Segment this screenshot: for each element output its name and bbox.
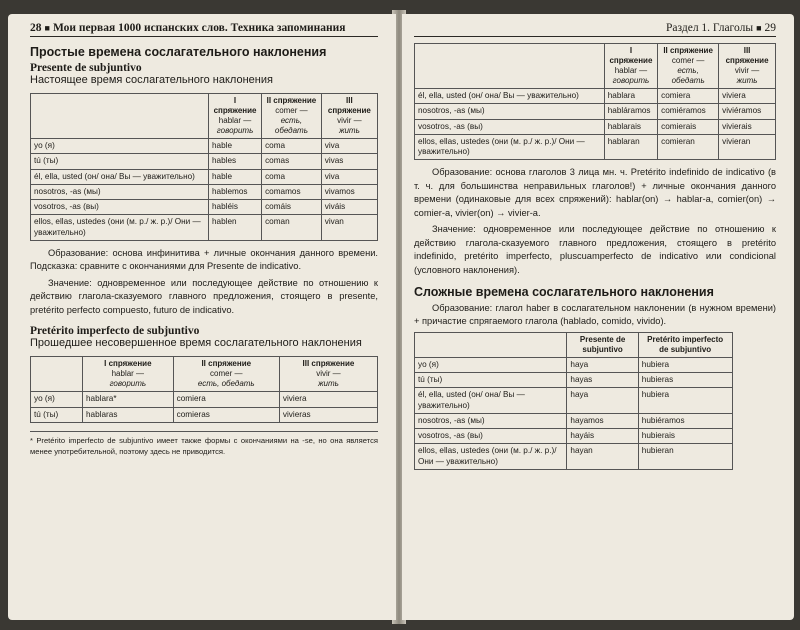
verb-form-cell: viviera xyxy=(719,89,776,104)
verb-form-cell: hable xyxy=(209,139,262,154)
verb-form-cell: comiera xyxy=(173,392,279,407)
header-cell: Presente de subjuntivo xyxy=(567,332,638,357)
table-row xyxy=(31,154,378,169)
pronoun-cell: él, ella, usted (он/ она/ Вы — уважительно) xyxy=(415,89,605,104)
table-row xyxy=(415,357,733,372)
verb-form-cell: hable xyxy=(209,169,262,184)
formation-paragraph: Образование: основа глаголов 3 лица мн. ч. Pretérito indefinido de indicativo (в т. ч. для большинства неправильных глаголов!) + личные окончания данного времени (одинаковые для всех спряжений): hablar(on) → hablar-a, comier(on) → comier-a, vivier(on) → vivier-a. xyxy=(414,167,776,218)
imperfecto-continued-table xyxy=(414,43,776,160)
pronoun-cell: él, ella, usted (он/ она/ Вы — уважительно) xyxy=(31,169,209,184)
verb-form-cell: comiera xyxy=(658,89,719,104)
verb-form-cell: vivieras xyxy=(279,407,377,422)
pronoun-cell: ellos, ellas, ustedes (они (м. р./ ж. р.)/ Они — уважительно) xyxy=(415,444,567,470)
verb-form-cell: coma xyxy=(262,169,322,184)
table-row xyxy=(415,119,776,134)
header-cell: II спряжение comer — есть, обедать xyxy=(262,94,322,139)
table-row xyxy=(31,407,378,422)
verb-form-cell: comiéramos xyxy=(658,104,719,119)
verb-form-cell: comamos xyxy=(262,184,322,199)
verb-form-cell: viviera xyxy=(279,392,377,407)
verb-form-cell: hayas xyxy=(567,373,638,388)
verb-form-cell: hubieras xyxy=(638,373,732,388)
verb-form-cell: hablemos xyxy=(209,184,262,199)
table-row xyxy=(415,388,733,414)
pronoun-cell: él, ella, usted (он/ она/ Вы — уважительно) xyxy=(415,388,567,414)
imperfecto-subjuntivo-title: Pretérito imperfecto de subjuntivo xyxy=(30,325,200,338)
verb-form-cell: vivierais xyxy=(719,119,776,134)
header-cell: II спряжение comer — есть, обедать xyxy=(658,44,719,89)
meaning-paragraph: Значение: одновременное или последующее действие по отношению к действию глагола-сказуемого главного предложения, стоящего в pretérito indefinido, pretérito imperfecto, pluscuamperfecto de indicativo или condicional (условного наклонения). xyxy=(414,224,776,275)
meaning-paragraph: Значение: одновременное или последующее действие по отношению к действию глагола-сказуемого главного предложения, стоящего в presente, pretérito perfecto compuesto, futuro de indicativo. xyxy=(30,277,378,315)
right-page-number: 29 xyxy=(764,22,776,34)
pronoun-cell: nosotros, -as (мы) xyxy=(31,184,209,199)
header-cell: I спряжение hablar — говорить xyxy=(83,357,174,392)
pronoun-cell: ellos, ellas, ustedes (они (м. р./ ж. р.)/ Они — уважительно) xyxy=(31,215,209,241)
book-title: Мои первая 1000 испанских слов. Техника запоминания xyxy=(52,22,346,34)
table-header-row xyxy=(415,332,733,357)
left-page-number: 28 xyxy=(30,22,42,34)
verb-form-cell: hablen xyxy=(209,215,262,241)
table-row xyxy=(415,89,776,104)
verb-form-cell: viviéramos xyxy=(719,104,776,119)
header-cell: Pretérito imperfecto de subjuntivo xyxy=(638,332,732,357)
verb-form-cell: vivamos xyxy=(321,184,377,199)
header-empty-cell xyxy=(415,44,605,89)
verb-form-cell: hubiéramos xyxy=(638,413,732,428)
table-row xyxy=(31,215,378,241)
compound-tenses-heading: Сложные времена сослагательного наклонения xyxy=(414,285,714,299)
verb-form-cell: haya xyxy=(567,357,638,372)
header-cell: II спряжение comer — есть, обедать xyxy=(173,357,279,392)
verb-form-cell: viváis xyxy=(321,200,377,215)
pronoun-cell: yo (я) xyxy=(31,139,209,154)
verb-form-cell: haya xyxy=(567,388,638,414)
pronoun-cell: vosotros, -as (вы) xyxy=(415,119,605,134)
footnote: * Pretérito imperfecto de subjuntivo имеет также формы с окончаниями на -se, но она является менее употребительной, поэтому здесь не приводится. xyxy=(30,431,378,457)
table-row xyxy=(31,169,378,184)
right-page xyxy=(402,14,794,620)
left-page xyxy=(8,14,396,620)
pronoun-cell: tú (ты) xyxy=(415,373,567,388)
verb-form-cell: habléis xyxy=(209,200,262,215)
verb-form-cell: comierais xyxy=(658,119,719,134)
verb-form-cell: vivas xyxy=(321,154,377,169)
header-cell: III спряжение vivir — жить xyxy=(279,357,377,392)
pronoun-cell: vosotros, -as (вы) xyxy=(31,200,209,215)
pronoun-cell: ellos, ellas, ustedes (они (м. р./ ж. р.)/ Они — уважительно) xyxy=(415,134,605,160)
formation-paragraph: Образование: основа инфинитива + личные окончания данного времени. Подсказка: сравните с окончаниями для Presente de indicativo. xyxy=(30,247,378,272)
verb-form-cell: coma xyxy=(262,139,322,154)
simple-tenses-heading: Простые времена сослагательного наклонения xyxy=(30,45,327,59)
imperfecto-subjuntivo-subtitle: Прошедшее несовершенное время сослагательного наклонения xyxy=(30,337,362,350)
presente-subjuntivo-table xyxy=(30,93,378,241)
verb-form-cell: hablara* xyxy=(83,392,174,407)
verb-form-cell: comas xyxy=(262,154,322,169)
compound-formation-paragraph: Образование: глагол haber в сослагательном наклонении (в нужном времени) + причастие спрягаемого глагола (hablado, comido, vivido). xyxy=(414,303,776,327)
table-row xyxy=(31,139,378,154)
verb-form-cell: hablarais xyxy=(604,119,657,134)
table-row xyxy=(415,444,733,470)
verb-form-cell: hubierais xyxy=(638,429,732,444)
verb-form-cell: hablaras xyxy=(83,407,174,422)
table-row xyxy=(415,373,733,388)
verb-form-cell: vivan xyxy=(321,215,377,241)
header-cell: I спряжение hablar — говорить xyxy=(209,94,262,139)
verb-form-cell: hayamos xyxy=(567,413,638,428)
verb-form-cell: comáis xyxy=(262,200,322,215)
verb-form-cell: hubieran xyxy=(638,444,732,470)
header-cell: III спряжение vivir — жить xyxy=(321,94,377,139)
section-title: Раздел 1. Глаголы xyxy=(666,22,754,34)
verb-form-cell: vivieran xyxy=(719,134,776,160)
verb-form-cell: hablara xyxy=(604,89,657,104)
pronoun-cell: tú (ты) xyxy=(31,407,83,422)
table-row xyxy=(31,184,378,199)
verb-form-cell: coman xyxy=(262,215,322,241)
right-running-head xyxy=(414,22,776,37)
pronoun-cell: yo (я) xyxy=(31,392,83,407)
header-empty-cell xyxy=(31,357,83,392)
verb-form-cell: hayáis xyxy=(567,429,638,444)
table-row xyxy=(415,429,733,444)
verb-form-cell: habláramos xyxy=(604,104,657,119)
verb-form-cell: hablaran xyxy=(604,134,657,160)
verb-form-cell: comieran xyxy=(658,134,719,160)
imperfecto-subjuntivo-table xyxy=(30,356,378,423)
header-empty-cell xyxy=(31,94,209,139)
table-row xyxy=(415,134,776,160)
presente-subjuntivo-title: Presente de subjuntivo xyxy=(30,62,142,74)
presente-subjuntivo-subtitle: Настоящее время сослагательного наклонения xyxy=(30,74,273,86)
verb-form-cell: hables xyxy=(209,154,262,169)
square-icon: ■ xyxy=(756,23,762,33)
table-row xyxy=(415,104,776,119)
verb-form-cell: comieras xyxy=(173,407,279,422)
header-cell: III спряжение vivir — жить xyxy=(719,44,776,89)
table-header-row xyxy=(31,357,378,392)
left-running-head xyxy=(30,22,378,37)
table-row xyxy=(31,200,378,215)
table-row xyxy=(31,392,378,407)
header-cell: I спряжение hablar — говорить xyxy=(604,44,657,89)
verb-form-cell: viva xyxy=(321,139,377,154)
pronoun-cell: tú (ты) xyxy=(31,154,209,169)
header-empty-cell xyxy=(415,332,567,357)
square-icon: ■ xyxy=(44,23,50,33)
compound-tenses-table xyxy=(414,332,733,470)
pronoun-cell: yo (я) xyxy=(415,357,567,372)
pronoun-cell: vosotros, -as (вы) xyxy=(415,429,567,444)
table-header-row xyxy=(415,44,776,89)
pronoun-cell: nosotros, -as (мы) xyxy=(415,413,567,428)
verb-form-cell: hayan xyxy=(567,444,638,470)
pronoun-cell: nosotros, -as (мы) xyxy=(415,104,605,119)
verb-form-cell: viva xyxy=(321,169,377,184)
table-header-row xyxy=(31,94,378,139)
verb-form-cell: hubiera xyxy=(638,357,732,372)
verb-form-cell: hubiera xyxy=(638,388,732,414)
table-row xyxy=(415,413,733,428)
